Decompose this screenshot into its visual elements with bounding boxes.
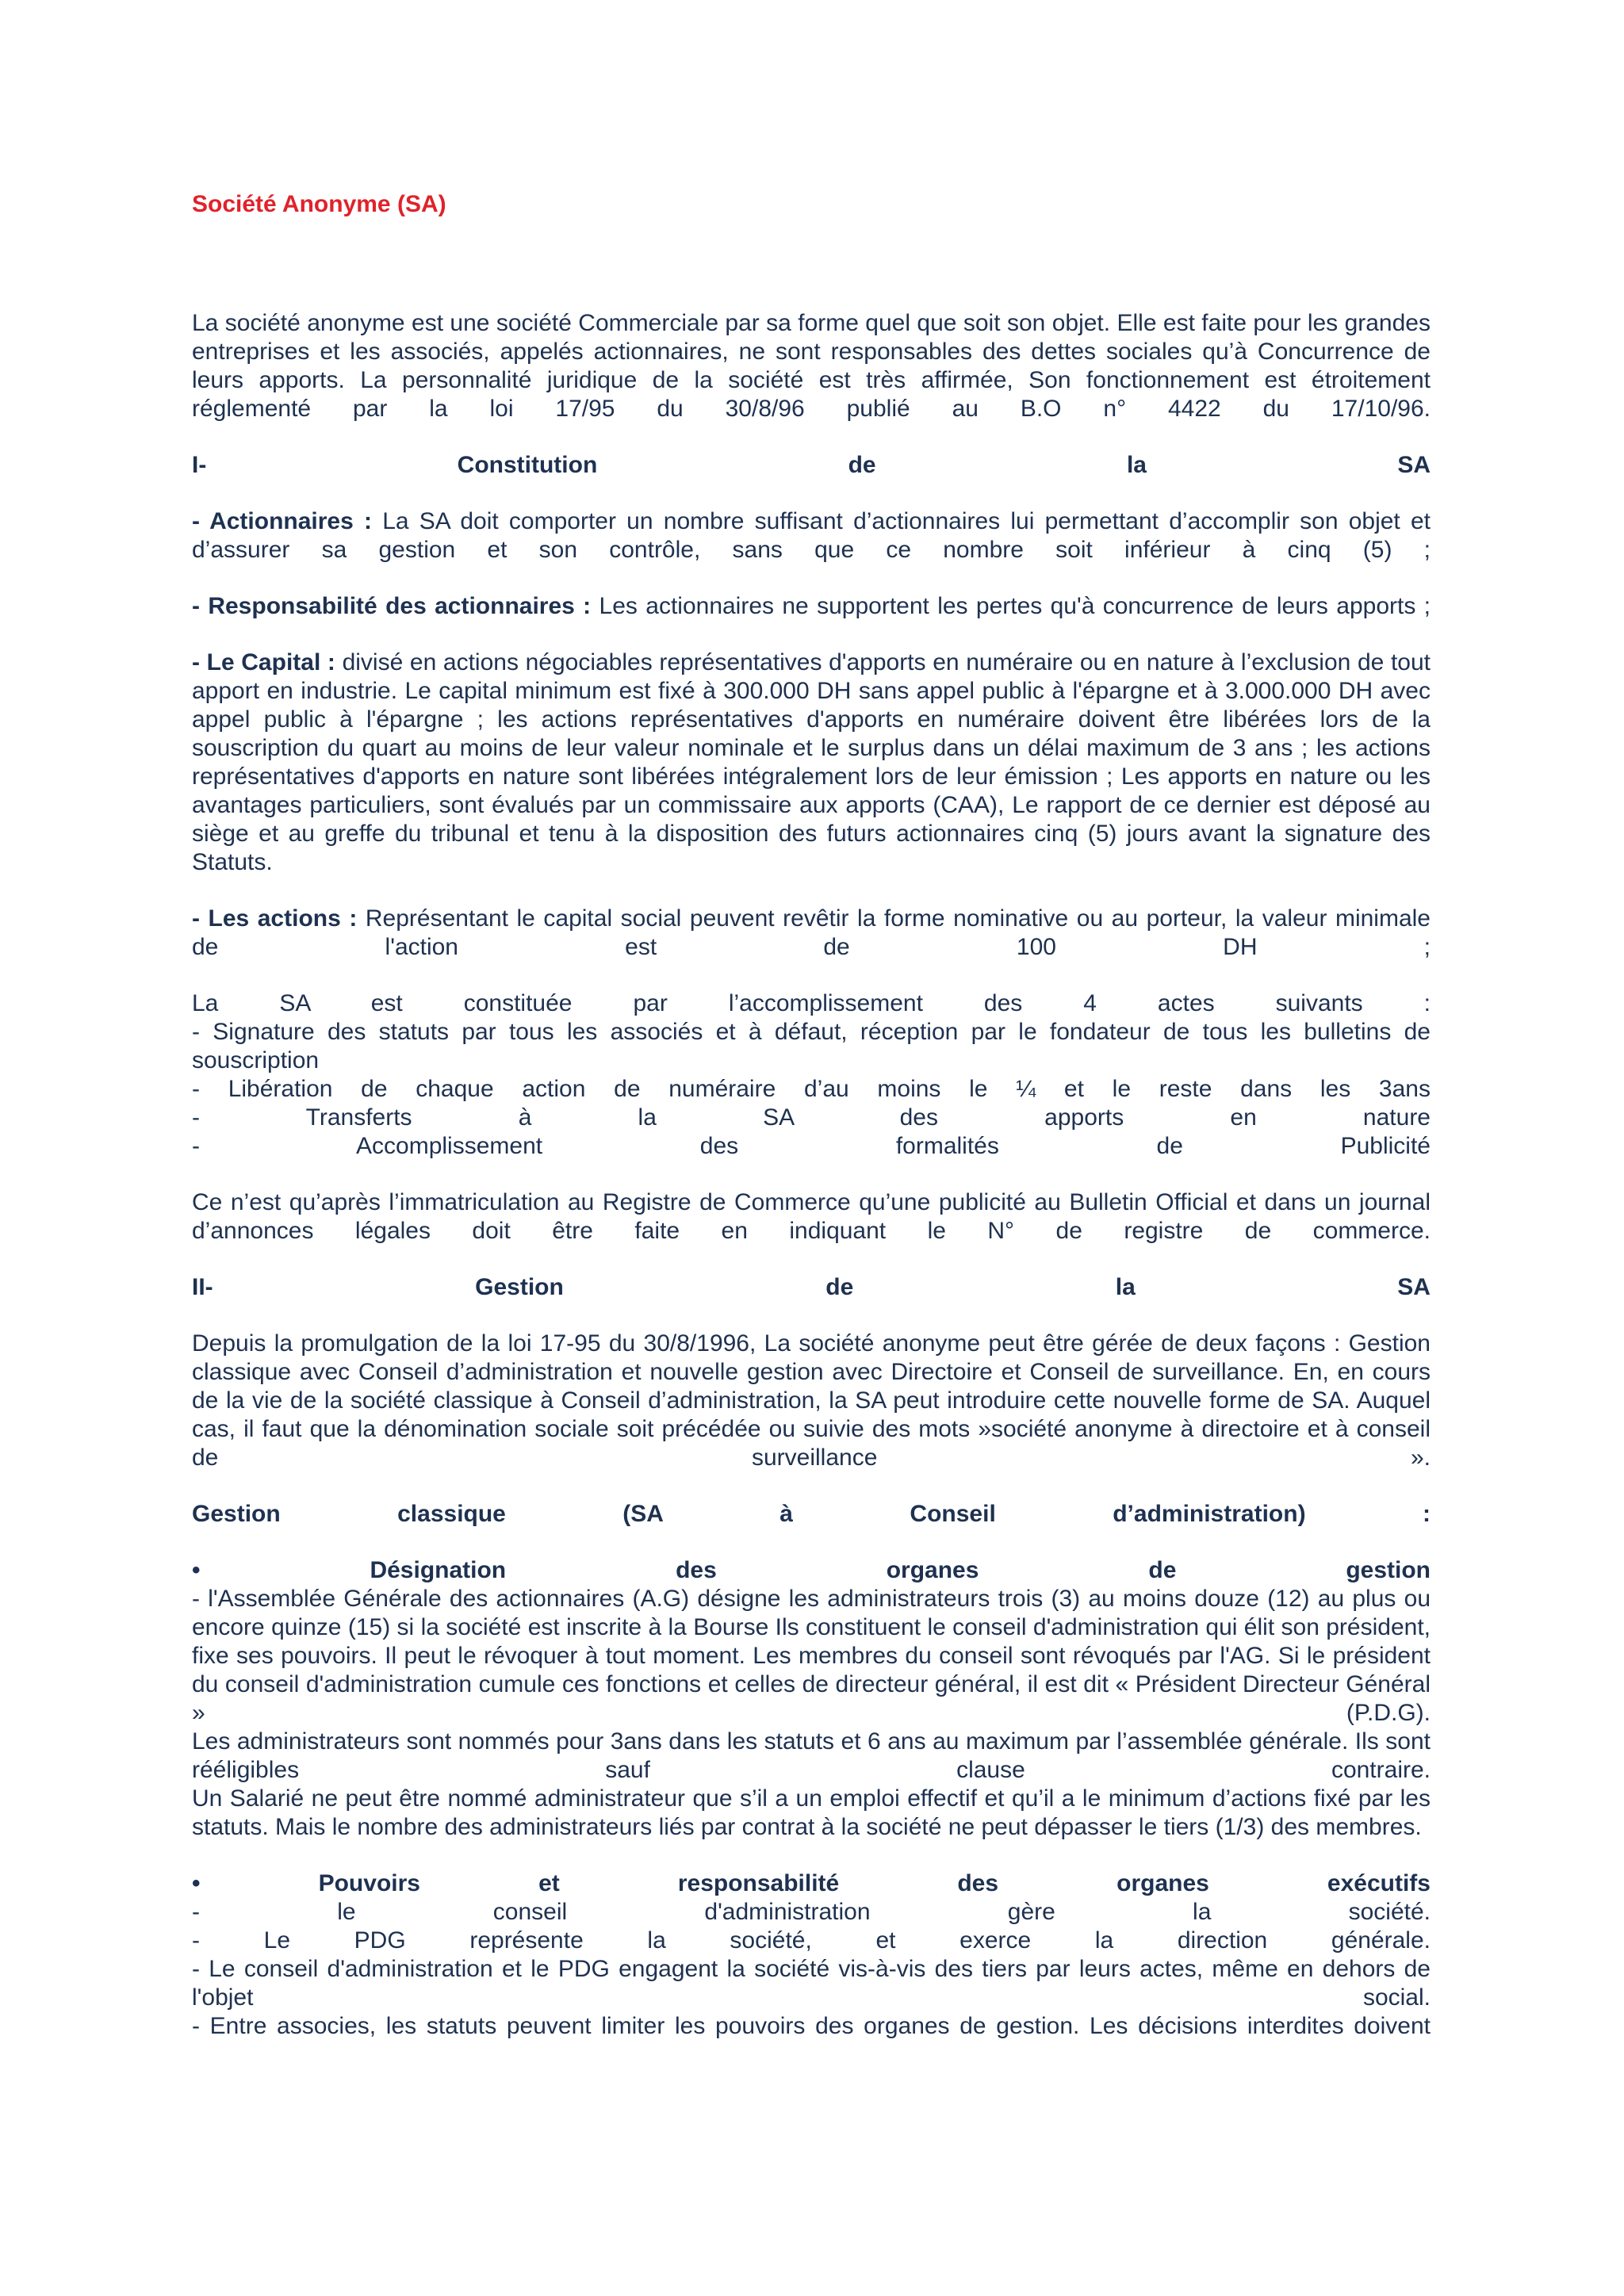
pouvoirs-block <box>192 1869 1431 2041</box>
section-word: la <box>1126 452 1147 478</box>
responsabilite-text: Les actionnaires ne supportent les pertes qu'à concurrence de leurs apports ; <box>599 593 1431 619</box>
designation-block <box>192 1556 1431 1842</box>
capital-label: - Le Capital : <box>192 649 335 675</box>
acts-item: - Transferts à la SA des apports en nature <box>192 1104 1431 1131</box>
registre-paragraph: Ce n’est qu’après l’immatriculation au Registre de Commerce qu’une publicité au Bulletin Official et dans un journal d’annonces légales doit être faite en indiquant le N° de registre de commerce. <box>192 1189 1431 1244</box>
actionnaires-text: La SA doit comporter un nombre suffisant d’actionnaires lui permettant d’accomplir son objet et d’assurer sa gestion et son contrôle, sans que ce nombre soit inférieur à cinq (5) ; <box>192 508 1431 563</box>
capital-paragraph <box>192 649 1431 877</box>
pouvoirs-item: - Entre associes, les statuts peuvent limiter les pouvoirs des organes de gestion. Les décisions interdites doivent <box>192 2013 1431 2039</box>
actionnaires-label: - Actionnaires : <box>192 508 372 534</box>
pouvoirs-item: - Le PDG représente la société, et exerce la direction générale. <box>192 1927 1431 1954</box>
actions-label: - Les actions : <box>192 905 358 932</box>
section-word: SA <box>1397 1274 1431 1300</box>
capital-text: divisé en actions négociables représentatives d'apports en numéraire ou en nature à l’exclusion de tout apport en industrie. Le capital minimum est fixé à 300.000 DH sans appel public à l'épargne et à 3.000.000 DH avec appel public à l'épargne ; les actions représentatives d'apports en numéraire doivent être libérées lors de la souscription du quart au moins de leur valeur nominale et le surplus dans un délai maximum de 3 ans ; les actions représentatives d'apports en nature sont libérées intégralement lors de leur émission ; Les apports en nature ou les avantages particuliers, sont évalués par un commissaire aux apports (CAA), Le rapport de ce dernier est déposé au siège et au greffe du tribunal et tenu à la disposition des futurs actionnaires cinq (5) jours avant la signature des Statuts. <box>192 649 1431 875</box>
acts-intro: La SA est constituée par l’accomplissement des 4 actes suivants : <box>192 990 1431 1016</box>
acts-item: - Libération de chaque action de numéraire d’au moins le ¼ et le reste dans les 3ans <box>192 1076 1431 1102</box>
actions-text: Représentant le capital social peuvent revêtir la forme nominative ou au porteur, la valeur minimale de l'action est de 100 DH ; <box>192 905 1431 960</box>
section-word: la <box>1115 1274 1136 1300</box>
designation-text: - l'Assemblée Générale des actionnaires (A.G) désigne les administrateurs trois (3) au moins douze (12) au plus ou encore quinze (15) si la société est inscrite à la Bourse Ils constituent le conseil d'administration qui élit son président, fixe ses pouvoirs. Il peut le révoquer à tout moment. Les membres du conseil sont révoqués par l'AG. Si le président du conseil d'administration cumule ces fonctions et celles de directeur général, il est dit « Président Directeur Général » (P.D.G). <box>192 1586 1431 1726</box>
document-page <box>192 189 1431 2041</box>
section-heading-gestion <box>192 1273 1431 1302</box>
acts-item: - Accomplissement des formalités de Publicité <box>192 1133 1431 1159</box>
section-heading-constitution <box>192 451 1431 480</box>
section-word: Gestion <box>475 1274 564 1300</box>
designation-text: Les administrateurs sont nommés pour 3ans dans les statuts et 6 ans au maximum par l’assemblée générale. Ils sont rééligibles sauf clause contraire. <box>192 1728 1431 1783</box>
responsabilite-label: - Responsabilité des actionnaires : <box>192 593 592 619</box>
section-word: Constitution <box>457 452 598 478</box>
intro-paragraph: La société anonyme est une société Commerciale par sa forme quel que soit son objet. Elle est faite pour les grandes entreprises et les associés, appelés actionnaires, ne sont responsables des dettes sociales qu’à Concurrence de leurs apports. La personnalité juridique de la société est très affirmée, Son fonctionnement est étroitement réglementé par la loi 17/95 du 30/8/96 publié au B.O n° 4422 du 17/10/96. <box>192 310 1431 422</box>
constitution-acts <box>192 989 1431 1161</box>
designation-text: Un Salarié ne peut être nommé administrateur que s’il a un emploi effectif et qu’il a le minimum d’actions fixé par les statuts. Mais le nombre des administrateurs liés par contrat à la société ne peut dépasser le tiers (1/3) des membres. <box>192 1785 1431 1840</box>
pouvoirs-heading: • Pouvoirs et responsabilité des organes exécutifs <box>192 1870 1431 1896</box>
acts-item: - Signature des statuts par tous les associés et à défaut, réception par le fondateur de tous les bulletins de souscription <box>192 1019 1431 1073</box>
section-word: de <box>825 1274 854 1300</box>
section-word: de <box>848 452 876 478</box>
responsabilite-paragraph <box>192 592 1431 621</box>
gestion-classique-heading: Gestion classique (SA à Conseil d’administration) : <box>192 1501 1431 1527</box>
actions-paragraph <box>192 905 1431 962</box>
section-number: I- <box>192 452 207 478</box>
section-word: SA <box>1397 452 1431 478</box>
gestion-intro-paragraph: Depuis la promulgation de la loi 17-95 du 30/8/1996, La société anonyme peut être gérée de deux façons : Gestion classique avec Conseil d’administration et nouvelle gestion avec Directoire et Conseil de surveillance. En, en cours de la vie de la société classique à Conseil d’administration, la SA peut introduire cette nouvelle forme de SA. Auquel cas, il faut que la dénomination sociale soit précédée ou suivie des mots »société anonyme à directoire et à conseil de surveillance ». <box>192 1330 1431 1471</box>
designation-heading: • Désignation des organes de gestion <box>192 1557 1431 1583</box>
actionnaires-paragraph <box>192 507 1431 564</box>
pouvoirs-item: - Le conseil d'administration et le PDG engagent la société vis-à-vis des tiers par leurs actes, même en dehors de l'objet social. <box>192 1956 1431 2011</box>
pouvoirs-item: - le conseil d'administration gère la société. <box>192 1899 1431 1925</box>
document-title: Société Anonyme (SA) <box>192 191 446 217</box>
section-number: II- <box>192 1274 213 1300</box>
